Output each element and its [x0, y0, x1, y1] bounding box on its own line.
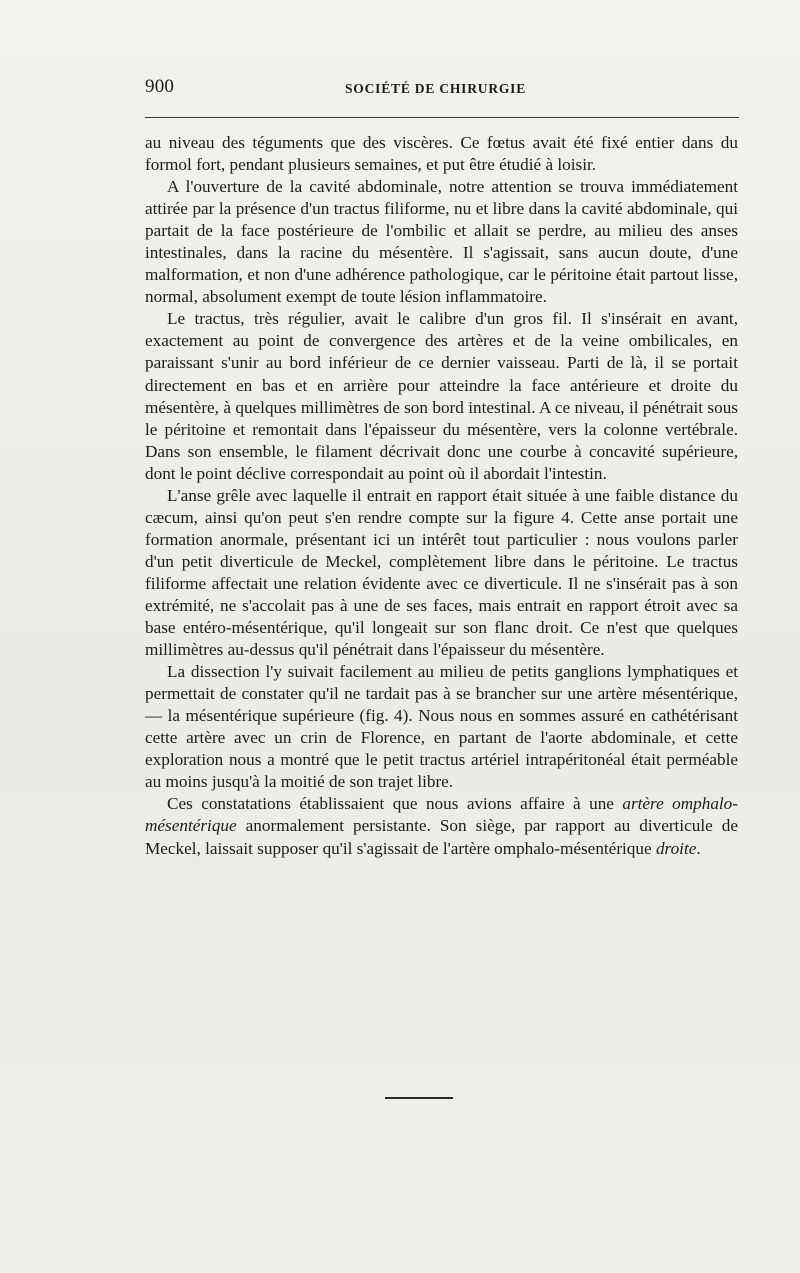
paragraph-5: La dissection l'y suivait facilement au milieu de petits ganglions lymphatiques et permettait de constater qu'il ne tardait pas à se brancher sur une artère mésentérique, — la mésentérique supérieure (fig. 4). Nous nous en sommes assuré en cathétérisant cette artère avec un crin de Florence, en partant de l'aorte abdominale, et cette exploration nous a montré que le petit tractus artériel intrapéritonéal était perméable au moins jusqu'à la moitié de son trajet libre.	[145, 662, 738, 792]
paragraph-3: Le tractus, très régulier, avait le calibre d'un gros fil. Il s'insérait en avant, exactement au point de convergence des artères et de la veine ombilicales, en paraissant s'unir au bord inférieur de ce dernier vaisseau. Parti de là, il se portait directement en bas et en arrière pour atteindre la face antérieure et droite du mésentère, à quelques millimètres de son bord intestinal. A ce niveau, il pénétrait sous le péritoine et remontait dans l'épaisseur du mésentère, vers la colonne vertébrale. Dans son ensemble, le filament décrivait donc une courbe à concavité supérieure, dont le point déclive correspondait au point où il abordait l'intestin.	[145, 309, 738, 483]
body-text	[145, 132, 738, 860]
paragraph-6-italic-droite: droite	[655, 838, 697, 858]
header-rule	[145, 117, 739, 118]
paragraph-6	[145, 793, 738, 859]
page-number: 900	[145, 76, 175, 97]
paragraph-6-part-1: Ces constatations établissaient que nous avions affaire à une	[167, 794, 623, 814]
page-header	[145, 76, 739, 102]
paragraph-6-italic-term: artère omphalo-mésentérique	[145, 794, 739, 836]
paragraph-2: A l'ouverture de la cavité abdominale, notre attention se trouva immédiatement attirée par la présence d'un tractus filiforme, nu et libre dans la cavité abdominale, qui partait de la face postérieure de l'ombilic et allait se perdre, au milieu des anses intestinales, dans la racine du mésentère. Il s'agissait, sans aucun doute, d'une malformation, et non d'une adhérence pathologique, car le péritoine était partout lisse, normal, absolument exempt de toute lésion inflammatoire.	[145, 177, 738, 307]
paragraph-6-part-3: .	[696, 838, 701, 858]
paragraph-4: L'anse grêle avec laquelle il entrait en rapport était située à une faible distance du cæcum, ainsi qu'on peut s'en rendre compte sur la figure 4. Cette anse portait une formation anormale, présentant ici un intérêt tout particulier : nous voulons parler d'un petit diverticule de Meckel, complètement libre dans le péritoine. Le tractus filiforme affectait une relation évidente avec ce diverticule. Il ne s'insérait pas à son extrémité, ne s'accolait pas à une de ses faces, mais entrait en rapport étroit avec sa base entéro-mésentérique, qu'il longeait sur son flanc droit. Ce n'est que quelques millimètres au-dessus qu'il pénétrait dans l'épaisseur du mésentère.	[145, 485, 738, 660]
paragraph-6-part-2: anormalement persistante. Son siège, par rapport au diverticule de Meckel, laissait supposer qu'il s'agissait de l'artère omphalo-mésentérique	[145, 816, 738, 858]
paragraph-1: au niveau des téguments que des viscères. Ce fœtus avait été fixé entier dans du formol fort, pendant plusieurs semaines, et put être étudié à loisir.	[145, 133, 738, 175]
running-head: SOCIÉTÉ DE CHIRURGIE	[345, 81, 527, 96]
end-rule	[385, 1097, 453, 1099]
